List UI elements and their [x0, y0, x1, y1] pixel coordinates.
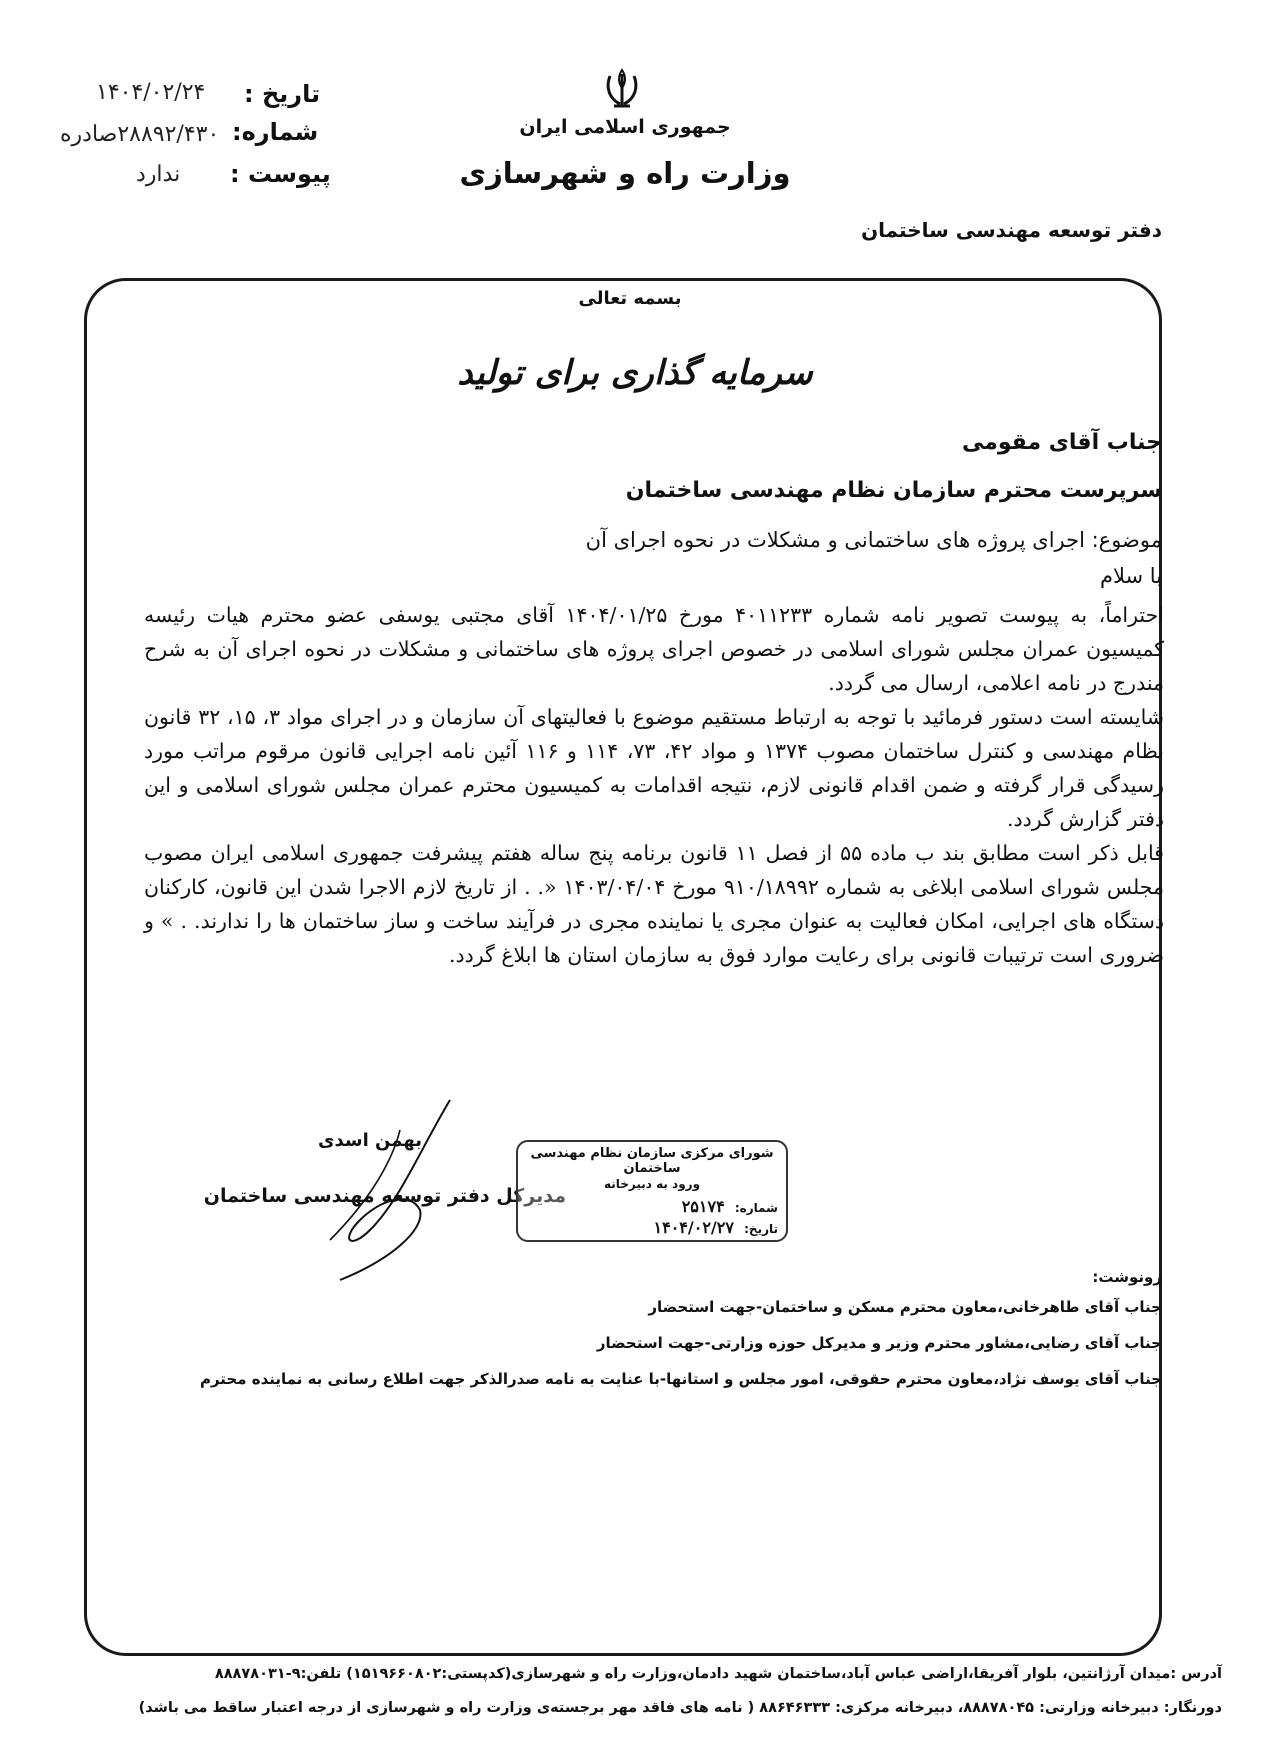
slogan-text: سرمایه گذاری برای تولید: [457, 353, 813, 393]
signer-name: بهمن اسدی: [318, 1130, 422, 1151]
cc-item: جناب آقای یوسف نژاد،معاون محترم حقوقی، امور مجلس و استانها-با عنایت به نامه صدرالذکر جهت اطلاع رسانی به نماینده محترم: [199, 1370, 1162, 1388]
stamp-subtitle: ورود به دبیرخانه: [603, 1177, 701, 1191]
bismillah: بسمه تعالی: [578, 288, 682, 309]
signer-title: مدیرکل دفتر توسعه مهندسی ساختمان: [203, 1185, 566, 1207]
date-label: تاریخ :: [244, 80, 321, 108]
number-label: شماره:: [232, 118, 319, 146]
republic-title: جمهوری اسلامی ایران: [519, 116, 731, 138]
cc-item: جناب آقای رضایی،مشاور محترم وزیر و مدیرکل حوزه وزارتی-جهت استحضار: [596, 1334, 1162, 1352]
ministry-title: وزارت راه و شهرسازی: [459, 156, 791, 190]
stamp-number-label: شماره:: [734, 1201, 778, 1215]
footer-fax: دورنگار: دبیرخانه وزارتی: ۸۸۸۷۸۰۴۵، دبیرخانه مرکزی: ۸۸۶۴۶۳۳۳ ( نامه های فاقد مهر برجسته‌ی وزارت راه و شهرسازی از درجه اعتبار ساقط می باشد): [138, 1700, 1222, 1716]
body-paragraph: شایسته است دستور فرمائید با توجه به ارتباط مستقیم موضوع با فعالیتهای آن سازمان و در اجرای مواد ۳، ۱۵، ۳۲ قانون نظام مهندسی و کنترل ساختمان مصوب ۱۳۷۴ و مواد ۴۲، ۷۳، ۱۱۴ و ۱۱۶ آئین نامه اجرایی قانون مرقوم مراتب مورد رسیدگی قرار گرفته و ضمن اقدام قانونی لازم، نتیجه اقدامات به کمیسیون محترم عمران مجلس شورای اسلامی و این دفتر گزارش گردد.: [144, 705, 1164, 831]
stamp-date: [526, 1218, 778, 1237]
stamp-title: شورای مرکزی سازمان نظام مهندسی ساختمان: [530, 1146, 774, 1176]
office-title: دفتر توسعه مهندسی ساختمان: [861, 218, 1162, 242]
footer-address: آدرس :میدان آرژانتین، بلوار آفریقا،اراضی عباس آباد،ساختمان شهید دادمان،وزارت راه و شهرسازی(کدپستی:۱۵۱۹۶۶۰۸۰۲) تلفن:۹-۸۸۸۷۸۰۳۱: [214, 1666, 1222, 1682]
slogan-calligraphy: [457, 336, 813, 406]
stamp-date-label: تاریخ:: [744, 1222, 778, 1236]
letter-body: [144, 598, 1164, 972]
body-paragraph: احتراماً، به پیوست تصویر نامه شماره ۴۰۱۱۲۳۳ مورخ ۱۴۰۴/۰۱/۲۵ آقای مجتبی یوسفی عضو محترم هیات رئیسه کمیسیون عمران مجلس شورای اسلامی در خصوص اجرای پروژه های ساختمانی و مشکلات در نحوه اجرای آن به شرح مندرج در نامه اعلامی، ارسال می گردد.: [144, 603, 1164, 695]
stamp-number: [526, 1197, 778, 1216]
attachment-label: پیوست :: [230, 160, 331, 188]
registry-stamp: [516, 1140, 788, 1242]
stamp-number-value: ۲۵۱۷۴: [681, 1197, 725, 1216]
number-value: ۲۸۸۹۲/۴۳۰صادره: [60, 122, 220, 147]
subject-line: موضوع: اجرای پروژه های ساختمانی و مشکلات در نحوه اجرای آن: [585, 528, 1162, 552]
iran-emblem-icon: [600, 66, 644, 110]
recipient-name: جناب آقای مقومی: [961, 430, 1162, 455]
recipient-title: سرپرست محترم سازمان نظام مهندسی ساختمان: [625, 478, 1162, 503]
cc-item: جناب آقای طاهرخانی،معاون محترم مسکن و ساختمان-جهت استحضار: [648, 1298, 1162, 1316]
body-paragraph: قابل ذکر است مطابق بند ب ماده ۵۵ از فصل ۱۱ قانون برنامه پنج ساله هفتم پیشرفت جمهوری اسلامی ایران مصوب مجلس شورای اسلامی ابلاغی به شماره ۹۱۰/۱۸۹۹۲ مورخ ۱۴۰۳/۰۴/۰۴ «. . از تاریخ لازم الاجرا شدن این قانون، کارکنان دستگاه های اجرایی، امکان فعالیت به عنوان مجری یا نماینده مجری در فرآیند ساخت و ساز ساختمان ها را ندارند. . » و ضروری است ترتیبات قانونی برای رعایت موارد فوق به سازمان استان ها ابلاغ گردد.: [144, 841, 1164, 967]
date-value: ۱۴۰۴/۰۲/۲۴: [96, 80, 206, 105]
attachment-value: ندارد: [136, 162, 181, 187]
stamp-date-value: ۱۴۰۴/۰۲/۲۷: [653, 1218, 734, 1237]
greeting: با سلام: [1099, 564, 1162, 588]
cc-label: رونوشت:: [1092, 1268, 1162, 1286]
